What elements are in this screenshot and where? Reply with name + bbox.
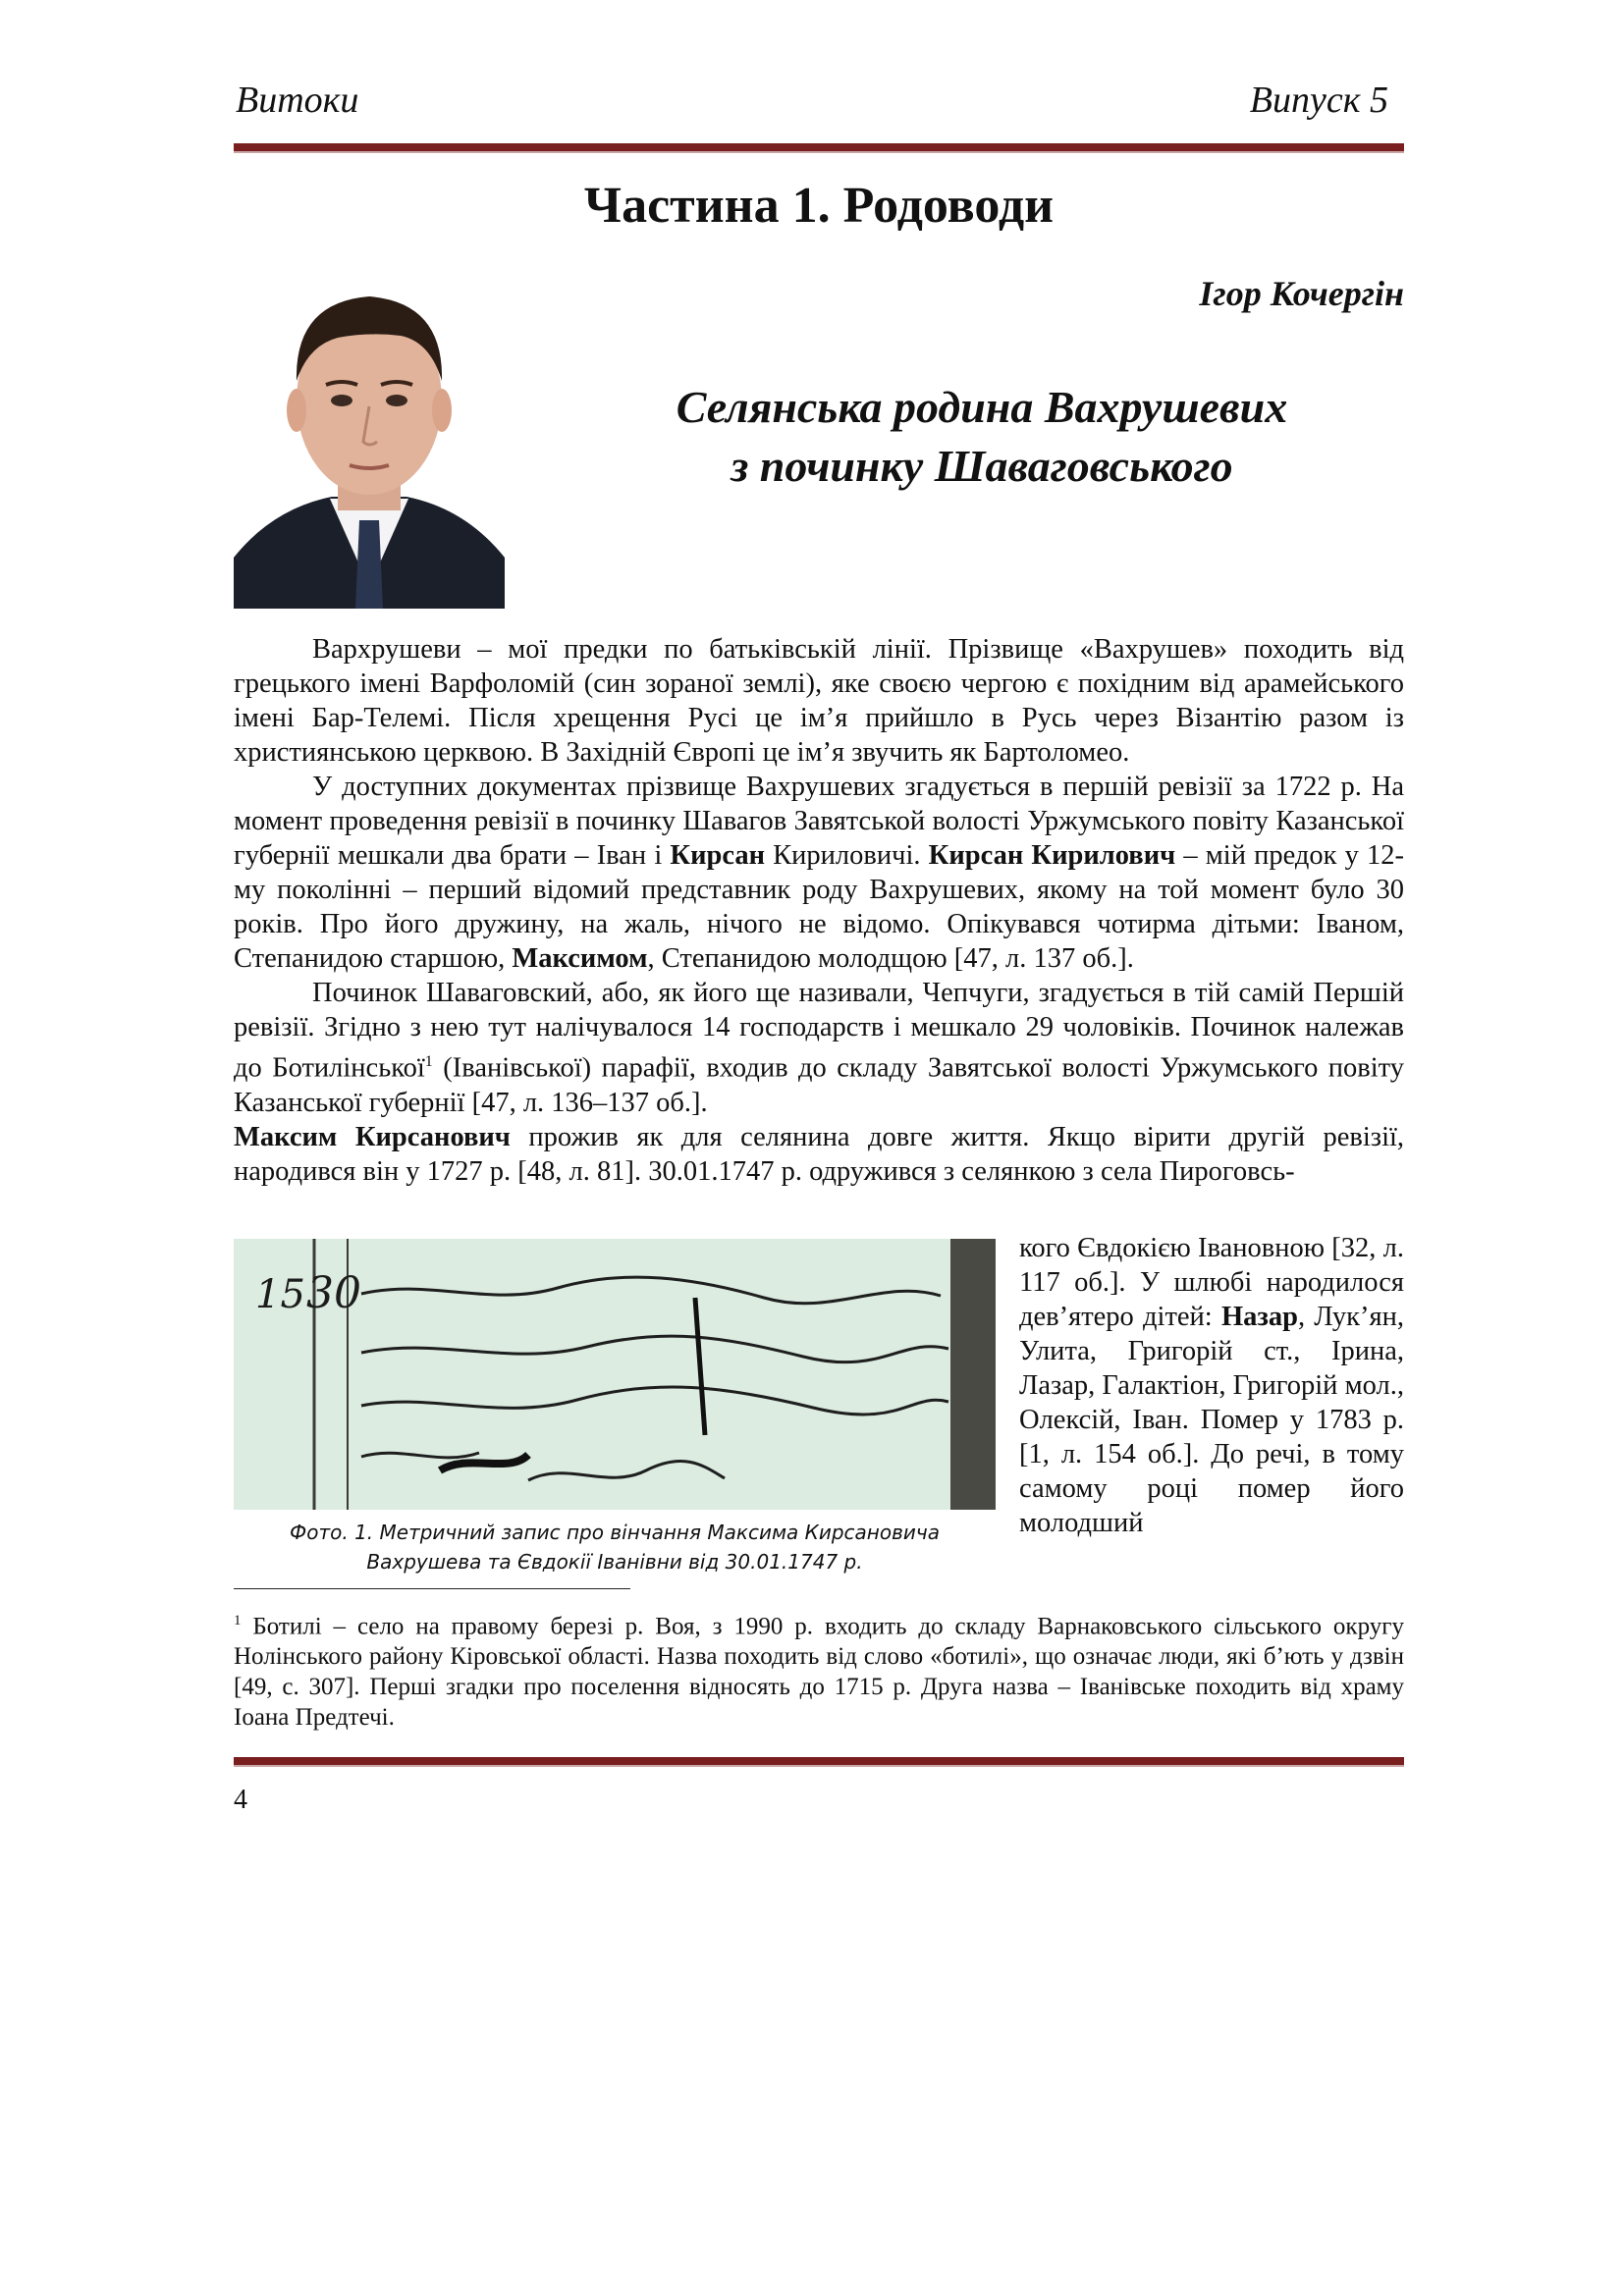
article-body <box>234 632 1404 1189</box>
paragraph-4: Максим Кирсанович прожив як для селянина довге життя. Якщо вірити другій ревізії, народився він у 1727 р. [48, л. 81]. 30.01.1747 р. одружився з селянкою з села Пироговсь- <box>234 1121 1405 1187</box>
figure-metric-record <box>234 1239 996 1576</box>
article-title <box>560 378 1404 496</box>
header-rule <box>234 143 1404 153</box>
figure-caption: Фото. 1. Метричний запис про вінчання Максима Кирсановича Вахрушева та Євдокії Іванівни від 30.01.1747 р. <box>290 1521 940 1574</box>
page-number: 4 <box>234 1785 247 1815</box>
footnote-separator <box>234 1588 630 1589</box>
running-header-issue: Випуск 5 <box>1249 80 1388 121</box>
side-column-text: кого Євдокією Івановною [32, л. 117 об.]. У шлюбі народилося дев’ятеро дітей: Назар, Лук’ян, Улита, Григорій ст., Ірина, Лазар, Галактіон, Григорій мол., Олексій, Іван. Помер у 1783 р. [1, л. 154 об.]. До речі, в тому самому році помер його молодший <box>1019 1233 1404 1538</box>
running-header-journal: Витоки <box>236 80 359 121</box>
footnote-ref[interactable]: 1 <box>424 1053 433 1070</box>
footnote-mark: 1 <box>234 1613 242 1629</box>
paragraph-3: Починок Шаваговский, або, як його ще називали, Чепчуги, згадується в тій самій Першій ревізії. Згідно з нею тут налічувалося 14 господарств і мешкало 29 чоловіків. Починок належав до Ботилінської$^1$ (Іванівської) парафії, входив до складу Завятської волості Уржумського повіту Казанської губернії [47, л. 136–137 об.]. <box>234 978 1405 1118</box>
metric-record-photo <box>234 1239 996 1510</box>
bold-name-maksym-kyrsanovych: Максим Кирсанович <box>234 1121 511 1152</box>
article-title-line1: Селянська родина Вахрушевих <box>676 382 1288 432</box>
paragraph-2: У доступних документах прізвище Вахрушевих згадується в першій ревізії за 1722 р. На момент проведення ревізії в починку Шавагов Завятськой волості Уржумського повіту Казанської губернії мешкали два брати – Іван і Кирсан Кириловичі. Кирсан Кирилович – мій предок у 12-му поколінні – перший відомий представник роду Вахрушевих, якому на той момент було 30 років. Про його дружину, на жаль, нічого не відомо. Опікувався чотирма дітьми: Іваном, Степанидою старшою, Максимом, Степанидою молодщою [47, л. 137 об.]. <box>234 772 1405 974</box>
bold-name-kyrsan: Кирсан <box>670 840 766 871</box>
bold-name-kyrsan-kyrylovych: Кирсан Кирилович <box>928 840 1176 871</box>
author-name: Ігор Кочергін <box>1199 274 1404 313</box>
bold-name-maksym: Максимом <box>512 943 648 974</box>
bold-name-nazar: Назар <box>1220 1302 1298 1332</box>
paragraph-1: Вархрушеви – мої предки по батьківській лінії. Прізвище «Вахрушев» походить від грецького імені Варфоломій (син зораної землі), яке своєю чергою є похідним від арамейського імені Бар-Телемі. Після хрещення Русі це ім’я прийшло в Русь через Візантію разом із християнською церквою. В Західній Європі це ім’я звучить як Бартоломео. <box>234 634 1404 768</box>
svg-text:15: 15 <box>255 1272 305 1317</box>
article-title-line2: з починку Шаваговського <box>731 441 1233 491</box>
footnote-1: $^1$ Ботилі – село на правому березі р. Воя, з 1990 р. входить до складу Варнаковського сільського округу Нолінського району Кіровської області. Назва походить від слово «ботилі», що означає люди, які б’ють у дзвін [49, с. 307]. Перші згадки про поселення відносять до 1715 р. Друга назва – Іванівське походить від храму Іоана Предтечі. <box>234 1613 1405 1732</box>
footer-rule <box>234 1757 1404 1767</box>
svg-text:30: 30 <box>306 1268 361 1318</box>
part-title: Частина 1. Родоводи <box>583 178 1055 234</box>
author-portrait <box>234 263 505 609</box>
